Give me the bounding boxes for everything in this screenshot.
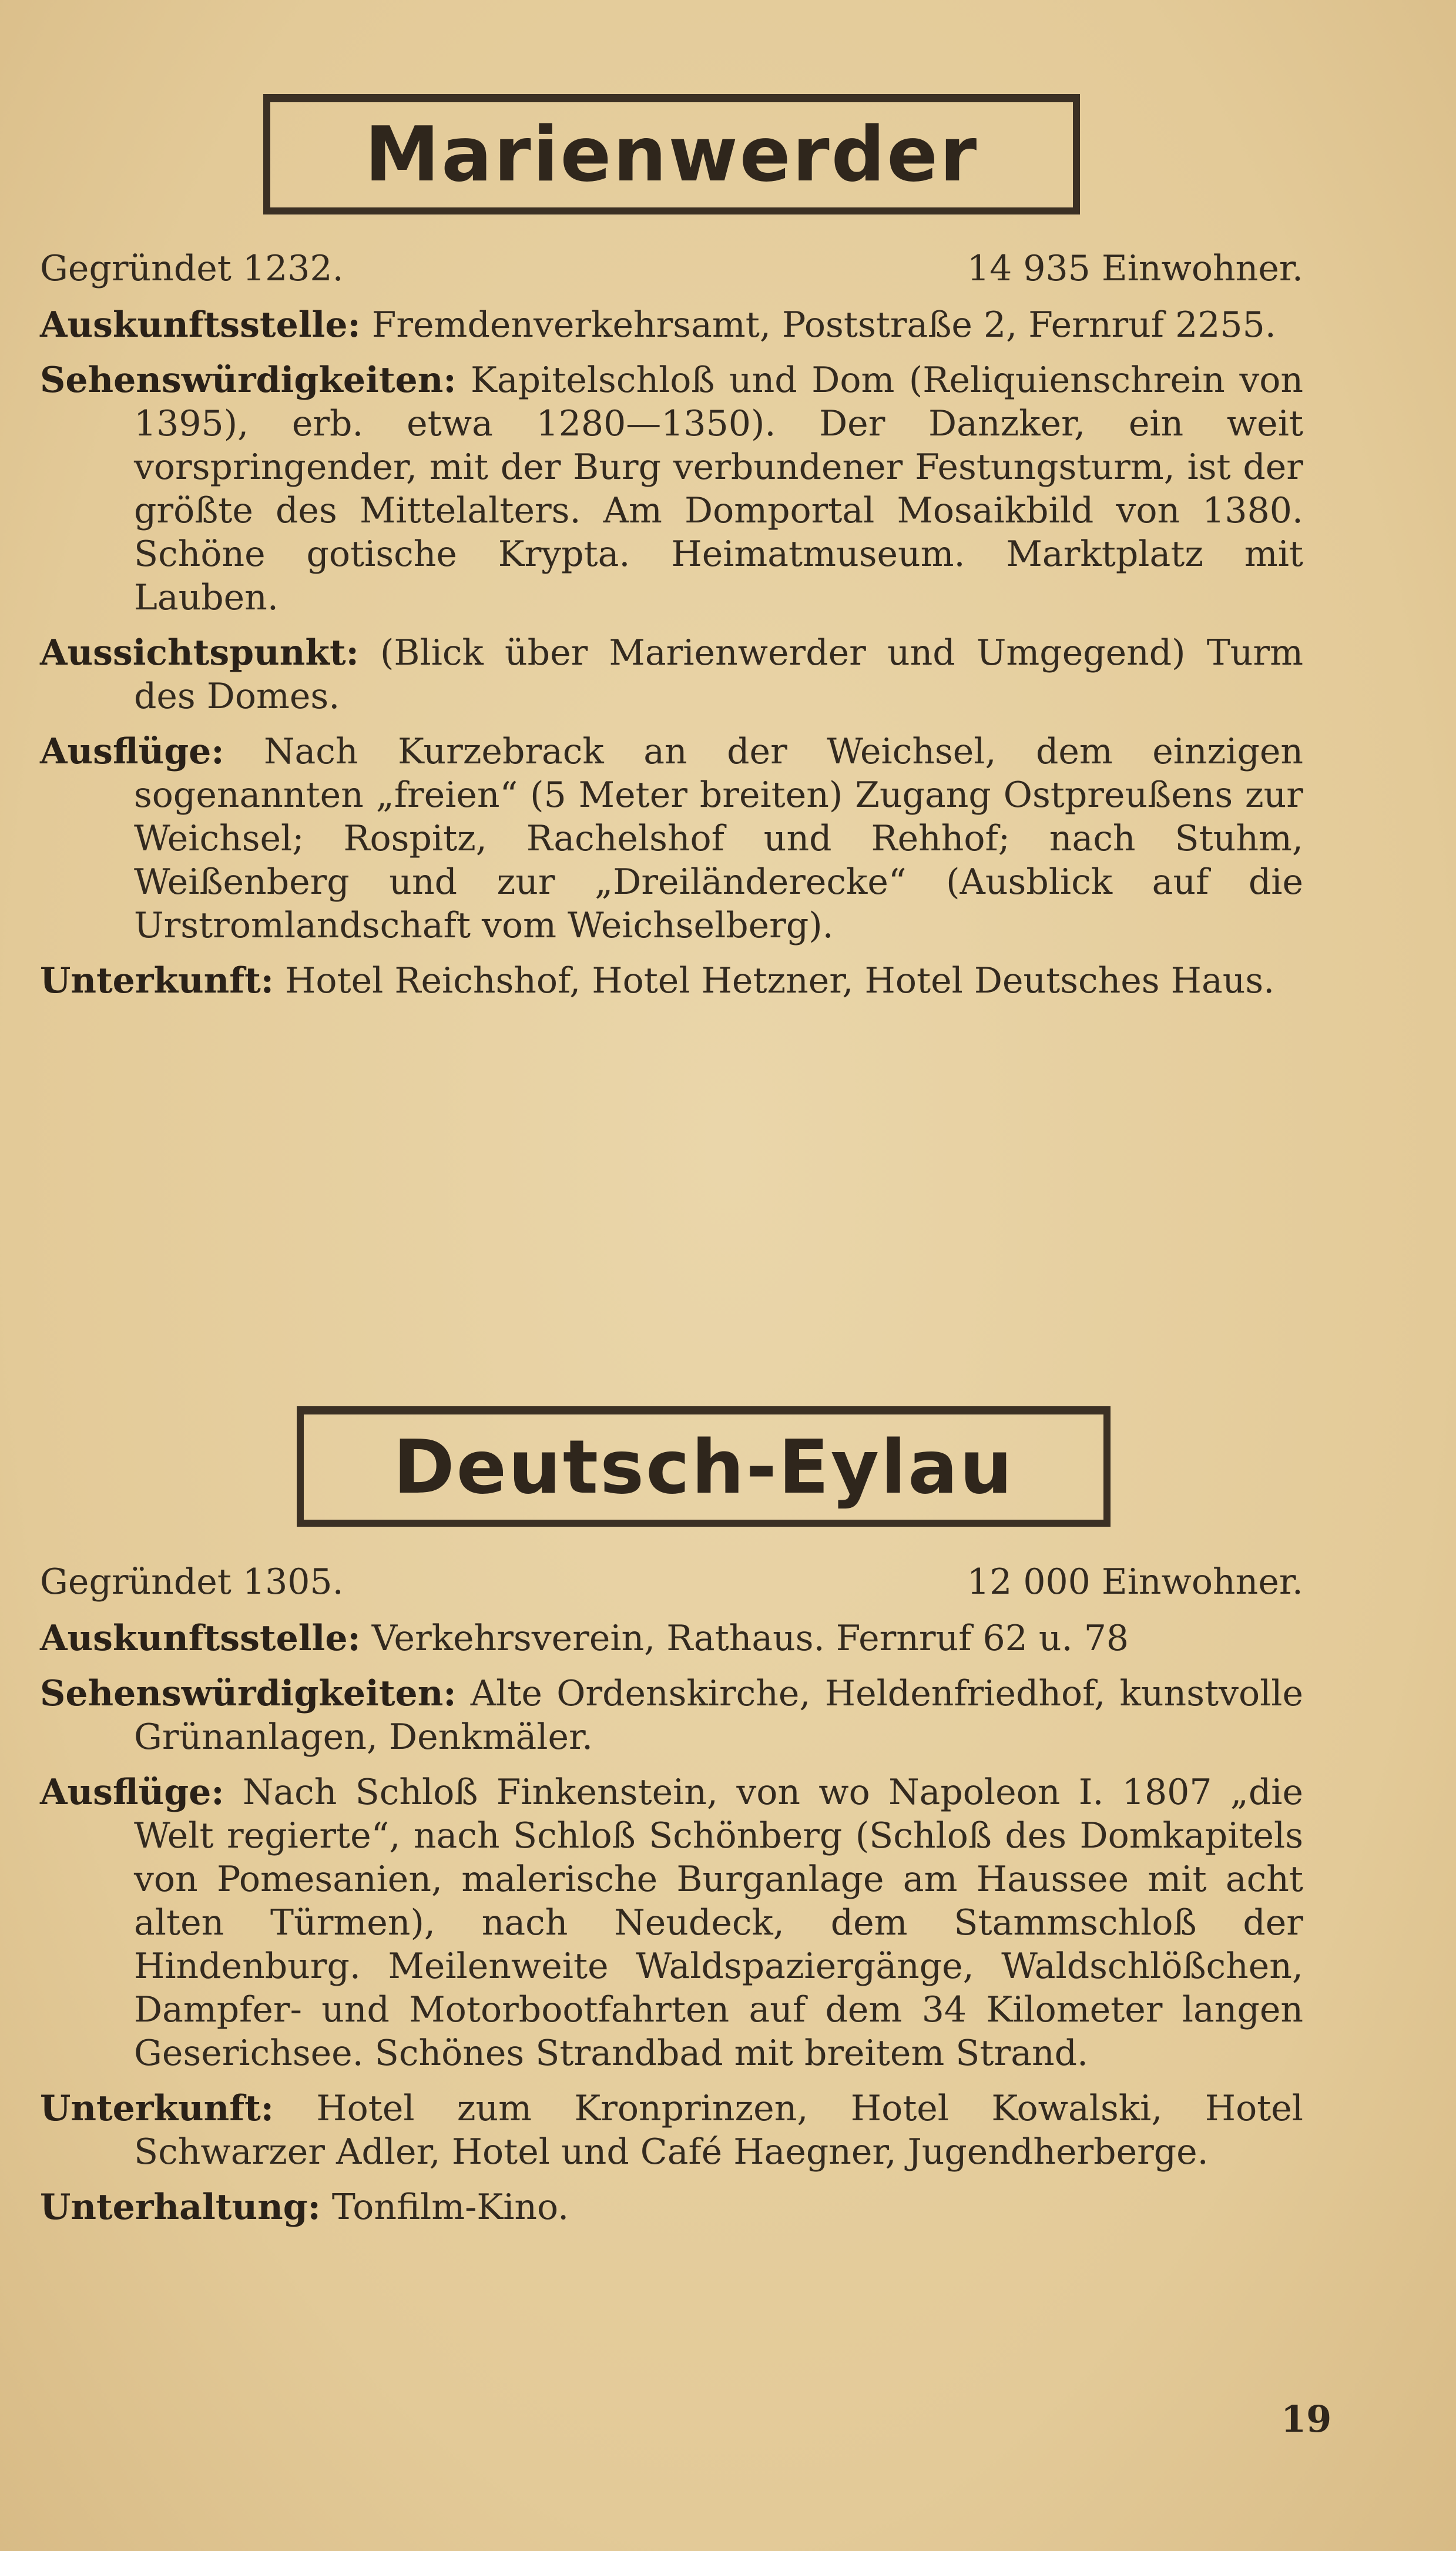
section-title-marienwerder: Marienwerder <box>364 111 979 199</box>
entry-label: Unterkunft: <box>40 2088 274 2129</box>
entry-label: Auskunftsstelle: <box>40 1618 361 1659</box>
entry-sehenswuerdigkeiten <box>40 358 1303 619</box>
entry-text: Verkehrsverein, Rathaus. Fernruf 62 u. 78 <box>371 1618 1129 1659</box>
entry-sehenswuerdigkeiten <box>40 1672 1303 1759</box>
entry-label: Ausflüge: <box>40 1772 224 1813</box>
entry-text: Hotel zum Kronprinzen, Hotel Kowalski, Hotel Schwarzer Adler, Hotel und Café Haegner, Jugendherberge. <box>134 2088 1303 2173</box>
entry-label: Aussichtspunkt: <box>40 632 359 673</box>
entry-ausfluege <box>40 730 1303 947</box>
entry-label: Unterkunft: <box>40 960 274 1001</box>
entry-label: Ausflüge: <box>40 731 224 772</box>
entry-unterkunft <box>40 2087 1303 2174</box>
entry-auskunftsstelle <box>40 303 1303 347</box>
entry-unterhaltung <box>40 2185 1303 2229</box>
meta-line-marienwerder <box>40 247 1303 290</box>
founded-text: Gegründet 1305. <box>40 1561 344 1603</box>
entry-auskunftsstelle <box>40 1617 1303 1660</box>
section-title-box-marienwerder <box>263 94 1080 214</box>
entry-label: Unterhaltung: <box>40 2187 321 2228</box>
entry-unterkunft <box>40 959 1303 1003</box>
entry-text: Alte Ordenskirche, Heldenfriedhof, kunstvolle Grünanlagen, Denkmäler. <box>134 1673 1304 1758</box>
entry-text: Nach Kurzebrack an der Weichsel, dem einzigen sogenannten „freien“ (5 Meter breiten) Zugang Ostpreußens zur Weichsel; Rospitz, Rachelshof und Rehhof; nach Stuhm, Weißenberg und zur „Dreiländerecke“ (Ausblick auf die Urstromlandschaft vom Weichselberg). <box>134 731 1304 946</box>
population-text: 14 935 Einwohner. <box>967 248 1303 289</box>
population-text: 12 000 Einwohner. <box>967 1561 1303 1603</box>
entry-text: Tonfilm-Kino. <box>331 2187 569 2228</box>
section-deutsch-eylau <box>40 1560 1303 2241</box>
entry-text: Nach Schloß Finkenstein, von wo Napoleon I. 1807 „die Welt regierte“, nach Schloß Schönberg (Schloß des Domkapitels von Pomesanien, malerische Burganlage am Haussee mit acht alten Türmen), nach Neudeck, dem Stammschloß der Hindenburg. Meilenweite Waldspaziergänge, Waldschlößchen, Dampfer- und Motorbootfahrten auf dem 34 Kilometer langen Geserichsee. Schönes Strandbad mit breitem Strand. <box>134 1772 1303 2074</box>
section-marienwerder <box>40 247 1303 1014</box>
entry-text: Hotel Reichshof, Hotel Hetzner, Hotel Deutsches Haus. <box>285 960 1275 1001</box>
founded-text: Gegründet 1232. <box>40 248 344 289</box>
entry-label: Sehenswürdigkeiten: <box>40 360 457 401</box>
entry-label: Auskunftsstelle: <box>40 304 361 346</box>
entry-label: Sehenswürdigkeiten: <box>40 1673 457 1714</box>
section-title-deutsch-eylau: Deutsch-Eylau <box>393 1424 1014 1510</box>
page-number: 19 <box>1281 2398 1332 2441</box>
section-title-box-deutsch-eylau <box>297 1406 1111 1527</box>
entry-ausfluege <box>40 1771 1303 2075</box>
meta-line-deutsch-eylau <box>40 1560 1303 1604</box>
entry-text: (Blick über Marienwerder und Umgegend) Turm des Domes. <box>134 632 1304 717</box>
entry-aussichtspunkt <box>40 631 1303 718</box>
entry-text: Kapitelschloß und Dom (Reliquienschrein von 1395), erb. etwa 1280—1350). Der Danzker, ein weit vorspringender, mit der Burg verbundener Festungsturm, ist der größte des Mittelalters. Am Domportal Mosaikbild von 1380. Schöne gotische Krypta. Heimatmuseum. Marktplatz mit Lauben. <box>134 360 1304 618</box>
entry-text: Fremdenverkehrsamt, Poststraße 2, Fernruf 2255. <box>371 304 1276 346</box>
